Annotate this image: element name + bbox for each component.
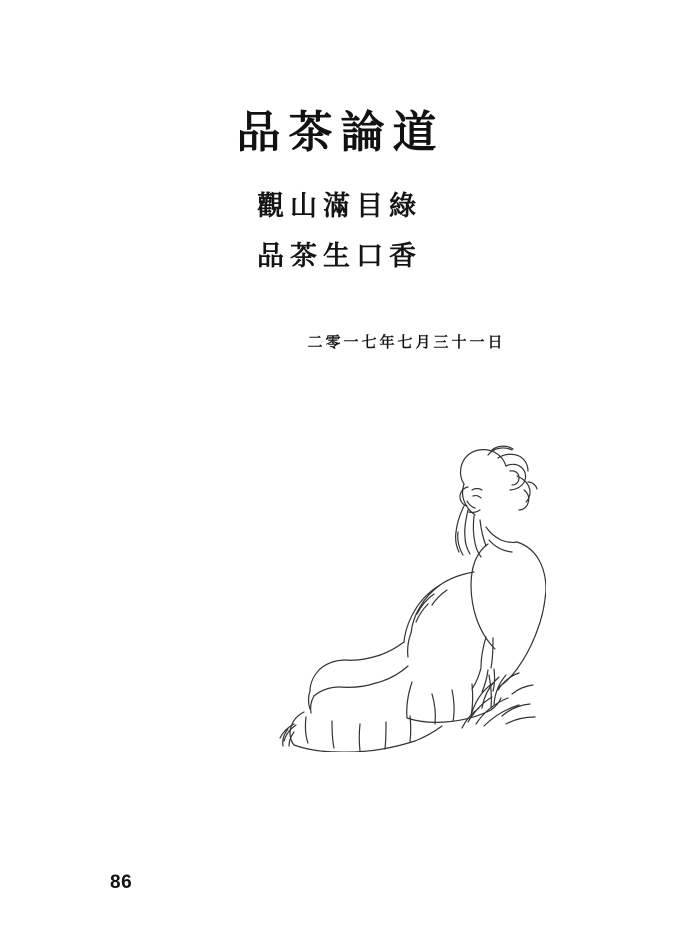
page-number: 86 (110, 872, 133, 893)
page-title: 品茶論道 (236, 107, 445, 158)
seated-scholar-illustration (236, 432, 546, 752)
date-line: 二零一七年七月三十一日 (307, 333, 506, 351)
couplet-line-1: 觀山滿目綠 (257, 191, 422, 222)
couplet-line-2: 品茶生口香 (257, 241, 422, 272)
couplet-block (0, 182, 673, 282)
